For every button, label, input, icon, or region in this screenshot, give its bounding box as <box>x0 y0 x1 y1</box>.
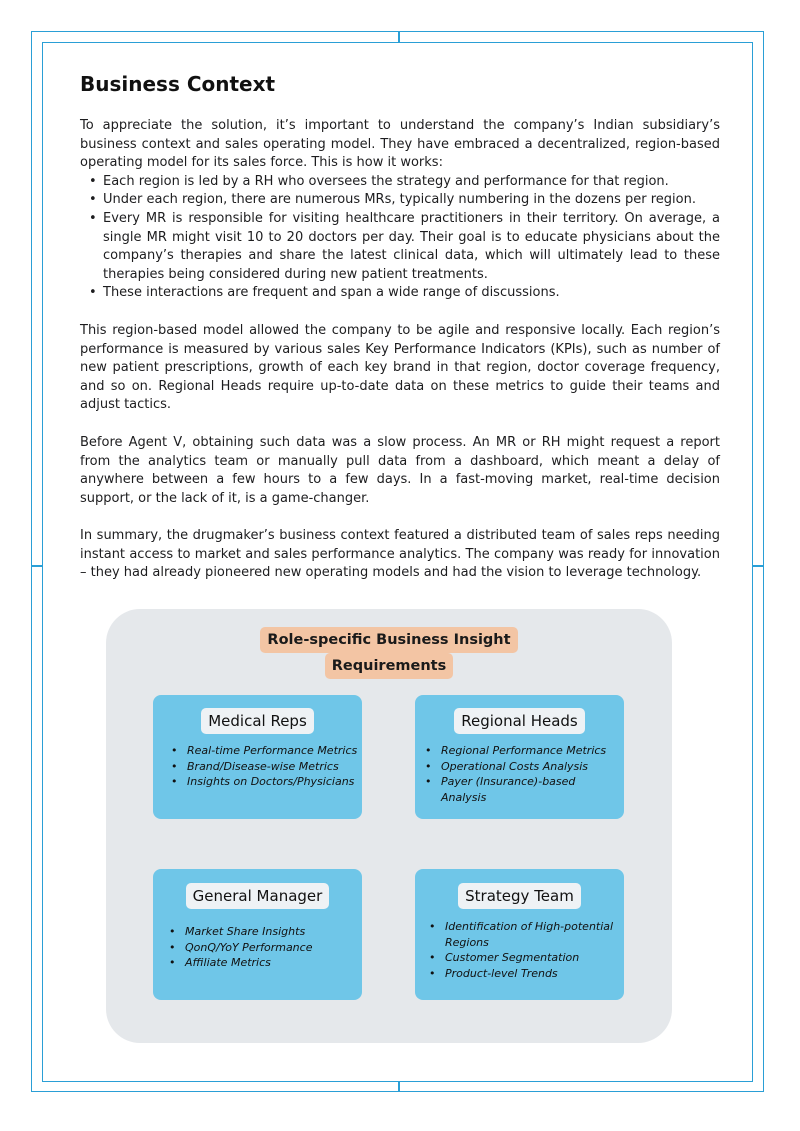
diagram-title <box>106 627 672 679</box>
frame-tick-top <box>398 31 400 42</box>
frame-tick-right <box>753 565 764 567</box>
card-regional-heads <box>415 695 624 819</box>
card-list <box>429 919 619 981</box>
list-item: • Market Share Insights <box>169 924 312 940</box>
section-body <box>80 117 720 583</box>
paragraph: Before Agent V, obtaining such data was a slow process. An MR or RH might request a report from the analytics team or manually pull data from a dashboard, which meant a delay of anywhere between a few hours to a few days. In a fast-moving market, real-time decision support, or the lack of it, is a game-changer. <box>80 434 720 506</box>
card-strategy-team <box>415 869 624 1000</box>
insight-requirements-diagram <box>106 609 672 1043</box>
section-content <box>80 70 720 583</box>
card-medical-reps <box>153 695 362 819</box>
card-heading <box>415 883 624 909</box>
list-item: • Identification of High-potential Regions <box>429 919 619 950</box>
list-item: • Under each region, there are numerous MRs, typically numbering in the dozens per region. <box>103 191 720 210</box>
list-item: • Real-time Performance Metrics <box>171 743 357 759</box>
section-title: Business Context <box>80 72 276 96</box>
list-item: • Insights on Doctors/Physicians <box>171 774 357 790</box>
card-heading-label: Strategy Team <box>458 883 581 909</box>
paragraph: This region-based model allowed the company to be agile and responsive locally. Each region’s performance is measured by various sales Key Performance Indicators (KPIs), such as number of new patient prescriptions, growth of each key brand in that region, doctor coverage frequency, and so on. Regional Heads require up-to-date data on these metrics to guide their teams and adjust tactics. <box>80 322 720 413</box>
card-heading-label: General Manager <box>186 883 330 909</box>
list-item: • Regional Performance Metrics <box>425 743 624 759</box>
card-heading <box>153 883 362 909</box>
card-heading <box>415 708 624 734</box>
card-list <box>169 924 312 971</box>
list-item: • Every MR is responsible for visiting healthcare practitioners in their territory. On average, a single MR might visit 10 to 20 doctors per day. Their goal is to educate physicians about the company’s therapies and share the latest clinical data, which will ultimately lead to these therapies being considered during new patient treatments. <box>103 210 720 284</box>
frame-tick-bottom <box>398 1081 400 1092</box>
list-item: • Each region is led by a RH who oversees the strategy and performance for that region. <box>103 173 720 192</box>
intro-paragraph: To appreciate the solution, it’s important to understand the company’s Indian subsidiary’s business context and sales operating model. They have embraced a decentralized, region-based operating model for its sales force. This is how it works: <box>80 118 720 171</box>
paragraph: In summary, the drugmaker’s business context featured a distributed team of sales reps needing instant access to market and sales performance analytics. The company was ready for innovation – they had already pioneered new operating models and had the vision to leverage technology. <box>80 528 720 581</box>
list-item: • These interactions are frequent and span a wide range of discussions. <box>103 284 720 303</box>
card-list <box>171 743 357 790</box>
card-general-manager <box>153 869 362 1000</box>
card-heading-label: Regional Heads <box>454 708 585 734</box>
operating-model-list <box>80 173 720 303</box>
card-heading-label: Medical Reps <box>201 708 314 734</box>
card-list <box>425 743 624 805</box>
card-heading <box>153 708 362 734</box>
diagram-title-line2: Requirements <box>325 653 454 679</box>
list-item: • Customer Segmentation <box>429 950 619 966</box>
list-item: • QonQ/YoY Performance <box>169 940 312 956</box>
list-item: • Operational Costs Analysis <box>425 759 624 775</box>
frame-tick-left <box>31 565 42 567</box>
list-item: • Affiliate Metrics <box>169 955 312 971</box>
diagram-title-line1: Role-specific Business Insight <box>260 627 517 653</box>
list-item: • Product-level Trends <box>429 966 619 982</box>
list-item: • Payer (Insurance)-based Analysis <box>425 774 624 805</box>
list-item: • Brand/Disease-wise Metrics <box>171 759 357 775</box>
